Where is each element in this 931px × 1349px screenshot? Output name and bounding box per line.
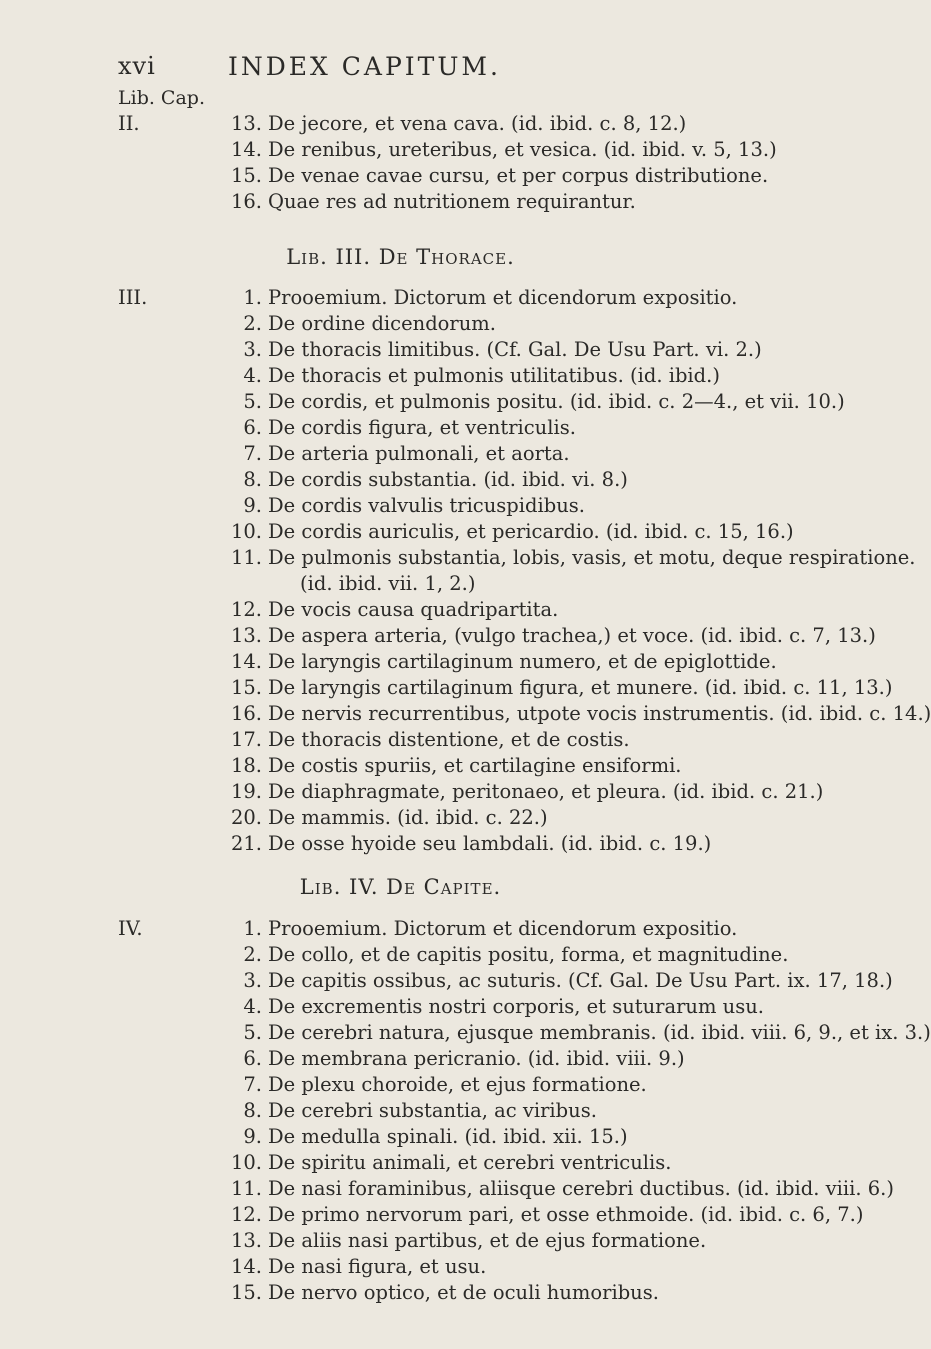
chapter-title: De thoracis limitibus. (Cf. Gal. De Usu Part. vi. 2.) — [268, 338, 762, 361]
chapter-title: De cordis figura, et ventriculis. — [268, 416, 576, 439]
index-entry — [0, 624, 876, 650]
chapter-number: 7. — [243, 442, 262, 465]
chapter-title: De cordis substantia. (id. ibid. vi. 8.) — [268, 468, 628, 491]
chapter-title: De aliis nasi partibus, et de ejus formatione. — [268, 1229, 707, 1252]
page-header — [0, 52, 801, 92]
chapter-title: De laryngis cartilaginum figura, et munere. (id. ibid. c. 11, 13.) — [268, 676, 893, 699]
chapter-title: De nasi figura, et usu. — [268, 1255, 487, 1278]
index-entry — [0, 1021, 931, 1047]
chapter-title: Prooemium. Dictorum et dicendorum expositio. — [268, 917, 738, 940]
index-entry — [0, 832, 801, 858]
chapter-number: 21. — [230, 832, 262, 855]
index-entry — [0, 442, 801, 468]
chapter-title: De thoracis distentione, et de costis. — [268, 728, 630, 751]
chapter-number: 16. — [230, 190, 262, 213]
book-label: II. — [118, 112, 140, 135]
chapter-title: Quae res ad nutritionem requirantur. — [268, 190, 636, 213]
chapter-number: 12. — [230, 598, 262, 621]
index-entry — [0, 312, 801, 338]
chapter-title: De cordis, et pulmonis positu. (id. ibid. c. 2—4., et vii. 10.) — [268, 390, 845, 413]
chapter-title: De collo, et de capitis positu, forma, et magnitudine. — [268, 943, 789, 966]
index-entry — [0, 1125, 801, 1151]
chapter-number: 12. — [230, 1203, 262, 1226]
chapter-title: De jecore, et vena cava. (id. ibid. c. 8, 12.) — [268, 112, 687, 135]
index-entry — [0, 702, 931, 728]
index-entry — [0, 390, 845, 416]
chapter-title: De nervo optico, et de oculi humoribus. — [268, 1281, 659, 1304]
chapter-number: 10. — [230, 520, 262, 543]
chapter-number: 4. — [243, 364, 262, 387]
index-entry-continuation — [0, 572, 801, 598]
chapter-title: De plexu choroide, et ejus formatione. — [268, 1073, 647, 1096]
chapter-title: De medulla spinali. (id. ibid. xii. 15.) — [268, 1125, 628, 1148]
chapter-title: De thoracis et pulmonis utilitatibus. (id. ibid.) — [268, 364, 720, 387]
chapter-title: De excrementis nostri corporis, et suturarum usu. — [268, 995, 765, 1018]
chapter-title: De nasi foraminibus, aliisque cerebri ductibus. (id. ibid. viii. 6.) — [268, 1177, 894, 1200]
index-entry — [0, 1203, 864, 1229]
chapter-number: 3. — [243, 969, 262, 992]
chapter-title: De renibus, ureteribus, et vesica. (id. ibid. v. 5, 13.) — [268, 138, 777, 161]
book-4-heading: Lib. IV. De Capite. — [299, 875, 502, 899]
chapter-number: 15. — [230, 164, 262, 187]
index-entry — [0, 943, 801, 969]
chapter-title: De aspera arteria, (vulgo trachea,) et voce. (id. ibid. c. 7, 13.) — [268, 624, 876, 647]
chapter-title: De capitis ossibus, ac suturis. (Cf. Gal. De Usu Part. ix. 17, 18.) — [268, 969, 893, 992]
chapter-number: 8. — [243, 1099, 262, 1122]
chapter-title: De arteria pulmonali, et aorta. — [268, 442, 570, 465]
index-entry — [0, 650, 801, 676]
index-entry — [0, 494, 801, 520]
chapter-number: 8. — [243, 468, 262, 491]
chapter-number: 2. — [243, 312, 262, 335]
chapter-title-continuation: (id. ibid. vii. 1, 2.) — [300, 572, 476, 595]
chapter-number: 6. — [243, 1047, 262, 1070]
chapter-number: 15. — [230, 1281, 262, 1304]
index-entry — [0, 806, 801, 832]
chapter-title: De membrana pericranio. (id. ibid. viii. 9.) — [268, 1047, 685, 1070]
chapter-number: 9. — [243, 1125, 262, 1148]
chapter-number: 18. — [230, 754, 262, 777]
index-entry — [0, 364, 801, 390]
chapter-number: 11. — [230, 546, 262, 569]
chapter-number: 16. — [230, 702, 262, 725]
chapter-number: 4. — [243, 995, 262, 1018]
book-3-heading: Lib. III. De Thorace. — [286, 245, 515, 269]
chapter-number: 2. — [243, 943, 262, 966]
index-entry — [0, 1073, 801, 1099]
chapter-title: De laryngis cartilaginum numero, et de epiglottide. — [268, 650, 777, 673]
chapter-number: 1. — [243, 917, 262, 940]
chapter-number: 3. — [243, 338, 262, 361]
index-entry — [0, 468, 801, 494]
chapter-number: 5. — [243, 390, 262, 413]
index-entry — [0, 598, 801, 624]
index-entry — [0, 164, 801, 190]
chapter-number: 10. — [230, 1151, 262, 1174]
chapter-title: De vocis causa quadripartita. — [268, 598, 559, 621]
page-number: xvi — [118, 52, 156, 80]
index-entry — [0, 1229, 801, 1255]
chapter-number: 9. — [243, 494, 262, 517]
chapter-title: De diaphragmate, peritonaeo, et pleura. (id. ibid. c. 21.) — [268, 780, 824, 803]
chapter-number: 19. — [230, 780, 262, 803]
chapter-title: De osse hyoide seu lambdali. (id. ibid. c. 19.) — [268, 832, 712, 855]
chapter-title: De ordine dicendorum. — [268, 312, 496, 335]
chapter-title: De costis spuriis, et cartilagine ensiformi. — [268, 754, 682, 777]
chapter-number: 5. — [243, 1021, 262, 1044]
chapter-title: De cordis valvulis tricuspidibus. — [268, 494, 585, 517]
index-entry — [0, 1151, 801, 1177]
chapter-number: 14. — [230, 138, 262, 161]
chapter-title: De cordis auriculis, et pericardio. (id. ibid. c. 15, 16.) — [268, 520, 794, 543]
chapter-title: De spiritu animali, et cerebri ventriculis. — [268, 1151, 672, 1174]
chapter-title: De mammis. (id. ibid. c. 22.) — [268, 806, 548, 829]
chapter-title: De nervis recurrentibus, utpote vocis instrumentis. (id. ibid. c. 14.) — [268, 702, 931, 725]
chapter-title: De venae cavae cursu, et per corpus distributione. — [268, 164, 769, 187]
index-entry — [0, 754, 801, 780]
chapter-number: 7. — [243, 1073, 262, 1096]
chapter-number: 20. — [230, 806, 262, 829]
chapter-number: 1. — [243, 286, 262, 309]
chapter-title: De cerebri natura, ejusque membranis. (id. ibid. viii. 6, 9., et ix. 3.) — [268, 1021, 931, 1044]
book-label: IV. — [118, 917, 143, 940]
chapter-number: 13. — [230, 624, 262, 647]
chapter-number: 14. — [230, 650, 262, 673]
index-entry — [0, 917, 801, 943]
index-entry — [0, 416, 801, 442]
index-entry — [0, 138, 801, 164]
chapter-title: De cerebri substantia, ac viribus. — [268, 1099, 597, 1122]
chapter-number: 13. — [230, 1229, 262, 1252]
index-entry — [0, 728, 801, 754]
index-entry — [0, 190, 801, 216]
chapter-title: Prooemium. Dictorum et dicendorum expositio. — [268, 286, 738, 309]
index-entry — [0, 780, 824, 806]
chapter-number: 11. — [230, 1177, 262, 1200]
index-entry — [0, 969, 893, 995]
index-entry — [0, 338, 801, 364]
index-entry — [0, 995, 801, 1021]
index-entry — [0, 1047, 801, 1073]
running-title: INDEX CAPITUM. — [228, 52, 501, 81]
chapter-number: 13. — [230, 112, 262, 135]
chapter-number: 17. — [230, 728, 262, 751]
chapter-title: De pulmonis substantia, lobis, vasis, et motu, deque respiratione. — [268, 546, 916, 569]
index-entry — [0, 1255, 801, 1281]
index-entry — [0, 1099, 801, 1125]
index-entry — [0, 112, 801, 138]
index-entry — [0, 546, 916, 572]
index-entry — [0, 286, 801, 312]
chapter-number: 14. — [230, 1255, 262, 1278]
chapter-number: 15. — [230, 676, 262, 699]
chapter-title: De primo nervorum pari, et osse ethmoide. (id. ibid. c. 6, 7.) — [268, 1203, 864, 1226]
chapter-number: 6. — [243, 416, 262, 439]
book-label: III. — [118, 286, 148, 309]
index-entry — [0, 520, 801, 546]
index-entry — [0, 1281, 801, 1307]
column-label: Lib. Cap. — [118, 87, 206, 109]
index-entry — [0, 676, 893, 702]
index-entry — [0, 1177, 894, 1203]
